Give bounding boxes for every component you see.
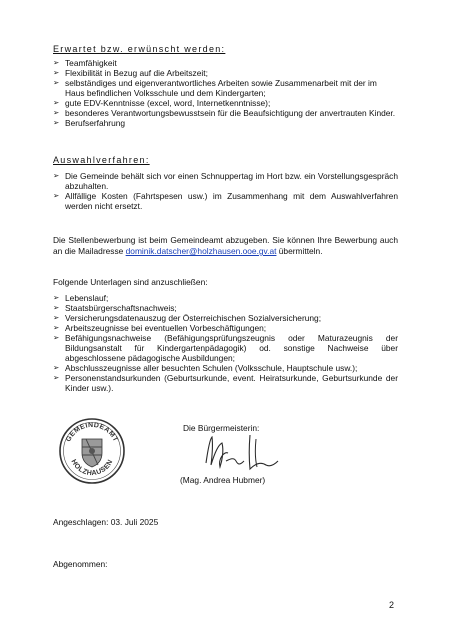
municipal-seal (58, 417, 126, 485)
page-number: 2 (389, 600, 395, 610)
list-item: ➢ Abschlusszeugnisse aller besuchten Schulen (Volksschule, Hauptschule usw.); (53, 363, 398, 373)
list-item: ➢ Berufserfahrung (53, 118, 398, 128)
svg-text:HOLZHAUSEN: HOLZHAUSEN (69, 458, 115, 478)
list-item: ➢ gute EDV-Kenntnisse (excel, word, Internetkenntnisse); (53, 98, 398, 108)
list-item: ➢ Lebenslauf; (53, 293, 398, 303)
selection-heading: Auswahlverfahren: (53, 155, 150, 165)
posted-date: Angeschlagen: 03. Juli 2025 (53, 517, 159, 527)
list-item: ➢ Allfällige Kosten (Fahrtspesen usw.) im Zusammenhang mit dem Auswahlverfahren werden nicht ersetzt. (53, 191, 398, 211)
list-item: ➢ besonderes Verantwortungsbewusstsein für die Beaufsichtigung der anvertrauten Kinder. (53, 108, 398, 118)
list-item: ➢ Versicherungsdatenauszug der Österreichischen Sozialversicherung; (53, 313, 398, 323)
documents-list (53, 293, 398, 393)
removed-label: Abgenommen: (53, 559, 108, 569)
list-item: ➢ Flexibilität in Bezug auf die Arbeitszeit; (53, 68, 398, 78)
list-item: ➢ selbständiges und eigenverantwortliches Arbeiten sowie Zusammenarbeit mit der im Haus befindlichen Volksschule und dem Kindergarten; (53, 78, 398, 98)
mayor-title: Die Bürgermeisterin: (183, 423, 260, 433)
svg-text:GEMEINDEAMT: GEMEINDEAMT (65, 421, 119, 444)
list-item: ➢ Staatsbürgerschaftsnachweis; (53, 303, 398, 313)
selection-list (53, 171, 398, 211)
email-link[interactable]: dominik.datscher@holzhausen.ooe.gv.at (125, 246, 277, 256)
list-item: ➢ Personenstandsurkunden (Geburtsurkunde, event. Heiratsurkunde, Geburtsurkunde der Kinder usw.). (53, 373, 398, 393)
list-item: ➢ Befähigungsnachweise (Befähigungsprüfungszeugnis oder Maturazeugnis der Bildungsanstalt für Kindergartenpädagogik) od. sonstige Nachweise über abgeschlossene pädagogische Ausbildungen; (53, 333, 398, 363)
expected-heading: Erwartet bzw. erwünscht werden: (53, 44, 226, 54)
handwritten-signature (200, 431, 280, 473)
list-item: ➢ Arbeitszeugnisse bei eventuellen Vorbeschäftigungen; (53, 323, 398, 333)
list-item: ➢ Die Gemeinde behält sich vor einen Schnuppertag im Hort bzw. ein Vorstellungsgespräch abzuhalten. (53, 171, 398, 191)
application-paragraph: Die Stellenbewerbung ist beim Gemeindeamt abzugeben. Sie können Ihre Bewerbung auch an die Mailadresse dominik.datscher@holzhausen.ooe.gv.at übermitteln. (53, 235, 398, 256)
documents-intro: Folgende Unterlagen sind anzuschließen: (53, 277, 208, 287)
mayor-name: (Mag. Andrea Hubmer) (180, 475, 266, 485)
expected-list (53, 58, 398, 128)
list-item: ➢ Teamfähigkeit (53, 58, 398, 68)
